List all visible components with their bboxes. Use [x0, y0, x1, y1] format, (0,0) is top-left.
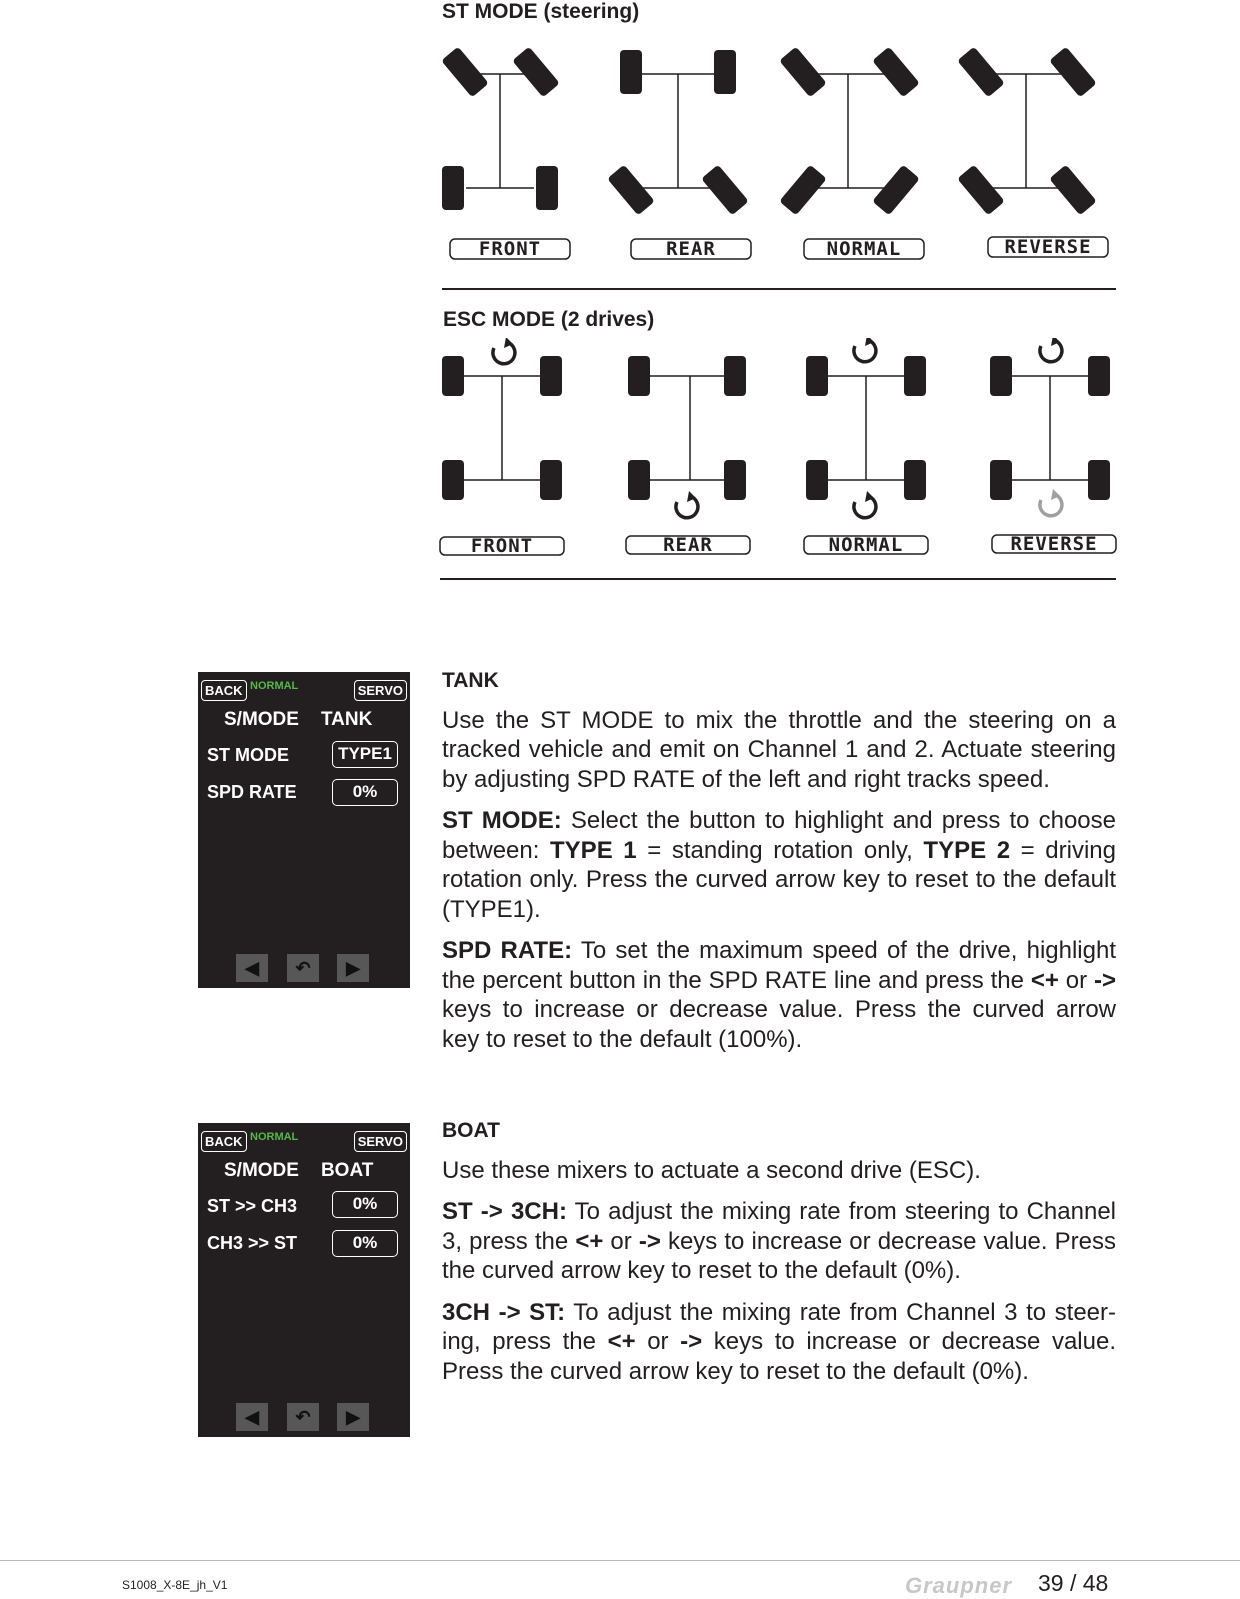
tank-intro: Use the ST MODE to mix the throttle and the steering on a tracked vehicle and emit on Channel 1 and 2. Actuate steering by adjusting SPD RATE of the left and right tracks speed.: [442, 706, 1116, 793]
ch3-st-value-button[interactable]: 0%: [332, 1230, 398, 1257]
mode-indicator: NORMAL: [250, 1131, 299, 1143]
reset-arrow-icon[interactable]: ↶: [287, 1403, 319, 1431]
footer-rule: [0, 1560, 1240, 1561]
reset-arrow-icon[interactable]: ↶: [287, 954, 319, 982]
back-button[interactable]: BACK: [201, 1131, 247, 1152]
st-label-rear: REAR: [666, 238, 716, 260]
spd-rate-value-button[interactable]: 0%: [332, 779, 398, 806]
increase-key-icon[interactable]: ▶: [337, 1403, 369, 1431]
screen-title-label: S/MODE: [224, 1160, 299, 1181]
st-label-normal: NORMAL: [826, 238, 902, 260]
footer-doc-code: S1008_X-8E_jh_V1: [122, 1578, 228, 1592]
screen-title: [224, 1160, 373, 1182]
increase-key-icon[interactable]: ▶: [337, 954, 369, 982]
st-ch3-value-button[interactable]: 0%: [332, 1191, 398, 1218]
screen-title-label: S/MODE: [224, 709, 299, 730]
screen-title-value: TANK: [320, 709, 373, 730]
st-mode-title: ST MODE (steering): [442, 0, 640, 23]
divider: [442, 288, 1116, 290]
esc-normal-diagram: [806, 338, 926, 518]
boat-screen: [198, 1123, 410, 1437]
ch3-st-label: CH3 >> ST: [207, 1233, 298, 1253]
decrease-key-icon[interactable]: ◀: [236, 954, 268, 982]
screen-title: [224, 709, 372, 731]
screen-title-value: BOAT: [320, 1160, 374, 1181]
tank-st-mode-paragraph: ST MODE: Select the button to highlight and press to choose between: TYPE 1 = standing rotation only, TYPE 2 = driving rotation only. Press the curved arrow key to reset to the default (TYPE1).: [442, 807, 1117, 923]
boat-3ch-st-paragraph: 3CH -> ST: To adjust the mixing rate from Channel 3 to steer-ing, press the <+ or -> keys to increase or decrease value. Press the curved arrow key to reset to the default (0%).: [442, 1298, 1117, 1385]
esc-label-reverse: REVERSE: [1010, 533, 1098, 555]
servo-button[interactable]: SERVO: [354, 680, 407, 701]
divider: [440, 578, 1116, 580]
st-label-front: FRONT: [478, 238, 542, 260]
brand-logo: Graupner: [905, 1573, 1013, 1598]
boat-heading: BOAT: [442, 1119, 500, 1142]
boat-st-3ch-paragraph: ST -> 3CH: To adjust the mixing rate from steering to Channel 3, press the <+ or -> keys to increase or decrease value. Press the curved arrow key to reset to the default (0%).: [442, 1198, 1116, 1284]
boat-intro: Use these mixers to actuate a second drive (ESC).: [442, 1156, 981, 1184]
esc-mode-diagrams: [430, 338, 1120, 564]
esc-reverse-diagram: [990, 338, 1110, 516]
tank-spd-rate-paragraph: SPD RATE: To set the maximum speed of the drive, highlight the percent button in the SPD RATE line and press the <+ or -> keys to increase or decrease value. Press the curved arrow key to reset to the default (100%).: [442, 937, 1117, 1053]
st-mode-value-button[interactable]: TYPE1: [332, 741, 398, 768]
esc-mode-title: ESC MODE (2 drives): [443, 308, 655, 331]
tank-heading: TANK: [442, 669, 499, 692]
tank-screen: [198, 672, 410, 988]
esc-rear-diagram: [628, 356, 746, 518]
mode-indicator: NORMAL: [250, 680, 299, 692]
page-number: 39 / 48: [1038, 1570, 1109, 1596]
st-mode-label: ST MODE: [207, 745, 290, 765]
servo-button[interactable]: SERVO: [354, 1131, 407, 1152]
esc-label-rear: REAR: [663, 534, 713, 556]
esc-front-diagram: [442, 338, 562, 500]
st-label-reverse: REVERSE: [1004, 236, 1092, 258]
st-rear-diagram: [607, 50, 749, 215]
esc-label-front: FRONT: [470, 535, 534, 557]
esc-label-normal: NORMAL: [828, 534, 904, 556]
back-button[interactable]: BACK: [201, 680, 247, 701]
decrease-key-icon[interactable]: ◀: [236, 1403, 268, 1431]
spd-rate-label: SPD RATE: [207, 782, 297, 802]
st-ch3-label: ST >> CH3: [207, 1196, 298, 1216]
st-normal-diagram: [779, 47, 920, 216]
tank-section: [442, 666, 1116, 1066]
st-front-diagram: [441, 47, 560, 210]
boat-section: [442, 1116, 1116, 1398]
st-reverse-diagram: [957, 47, 1097, 216]
st-mode-diagrams: [430, 40, 1120, 272]
